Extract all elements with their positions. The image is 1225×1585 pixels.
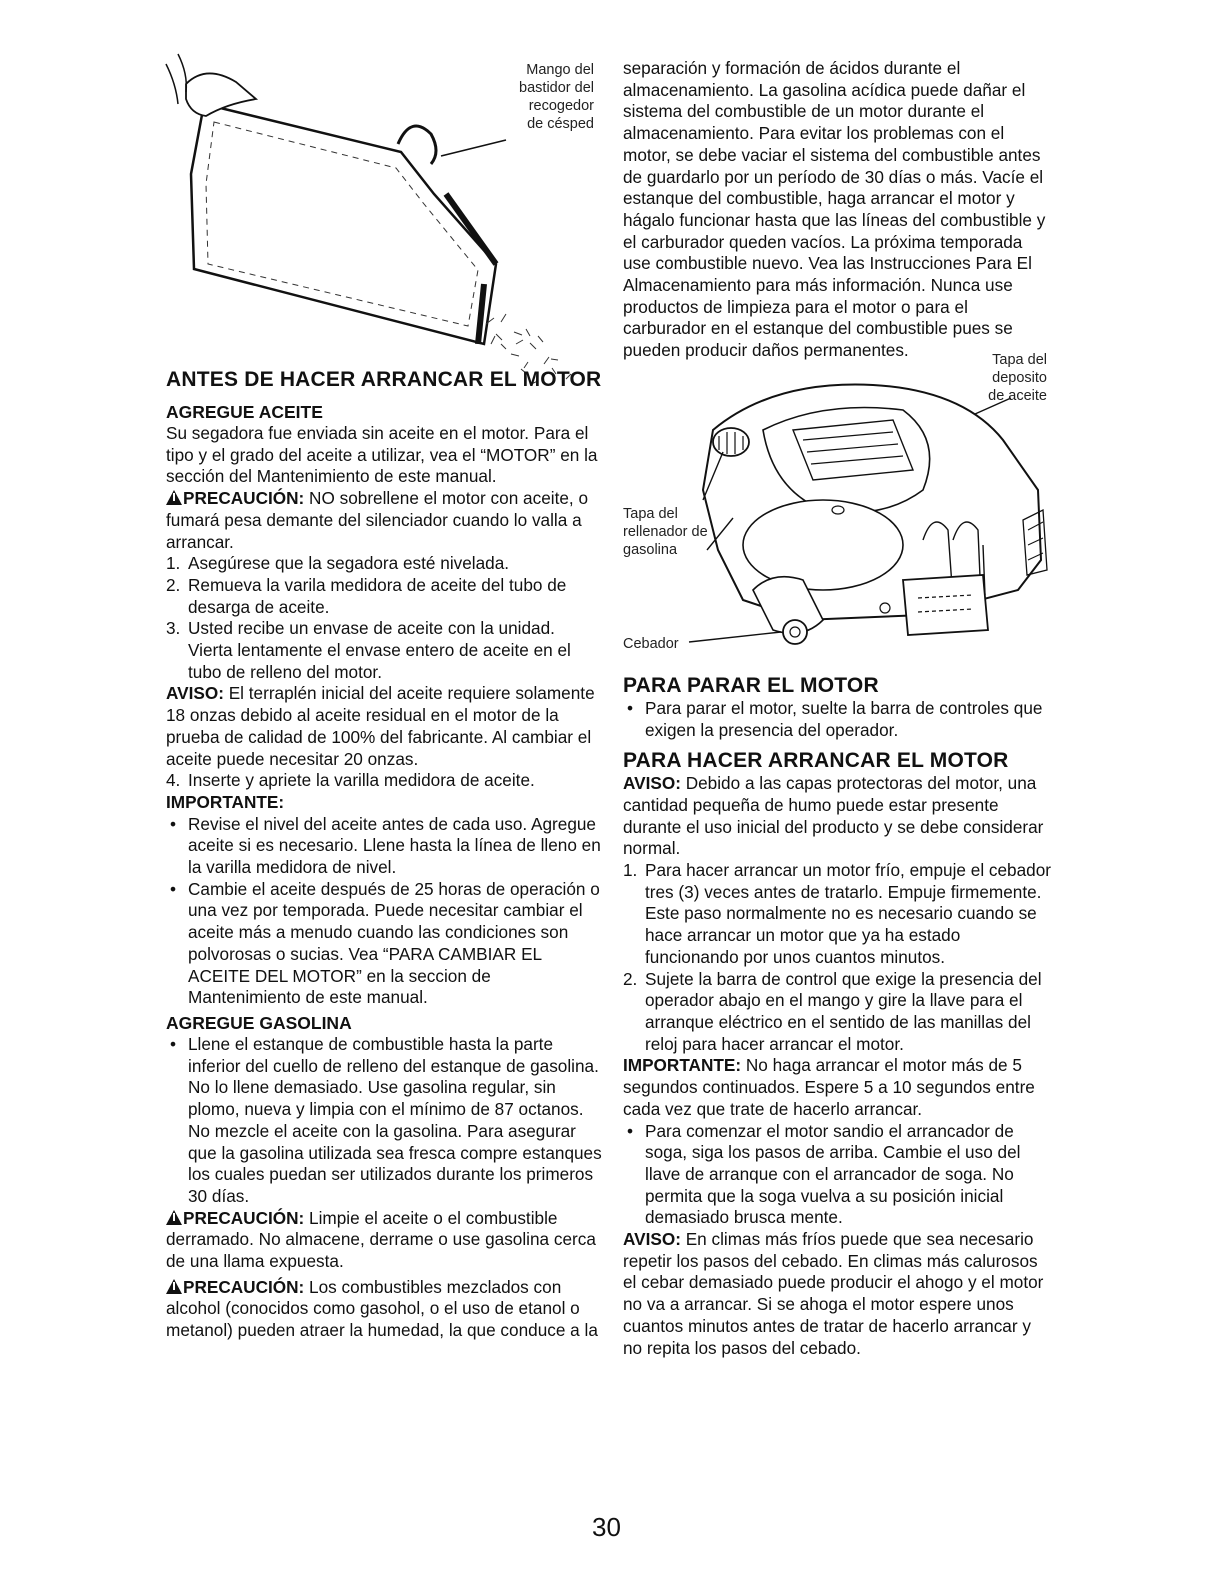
heading-stop-engine: PARA PARAR EL MOTOR <box>623 673 879 697</box>
list-item: 2. Sujete la barra de control que exige la presencia del operador abajo en el mango y gire la llave para el arranque eléctrico en el sentido de las manillas del reloj para hacer arrancar el motor. <box>623 968 1042 1054</box>
engine-illustration <box>623 351 1053 670</box>
label-oil-cap-2: deposito <box>992 369 1047 386</box>
aviso-1: AVISO: Debido a las capas protectoras del motor, una cantidad pequeña de humo puede estar presente durante el uso inicial del producto y se debe considerar normal. <box>623 773 1044 859</box>
caution-1: PRECAUCIÓN: NO sobrellene el motor con aceite, o fumará pesa demante del silenciador cuando lo valla a arrancar. <box>166 488 589 552</box>
label-oil-cap-3: de aceite <box>988 387 1047 404</box>
label-filler-3: gasolina <box>623 541 678 558</box>
list-item: 3. Usted recibe un envase de aceite con la unidad. Vierta lentamente el envase entero de aceite en el tubo de relleno del motor. <box>166 618 571 682</box>
warning-icon <box>166 1210 182 1225</box>
aviso-2: AVISO: En climas más fríos puede que sea necesario repetir los pasos del cebado. En climas más calurosos el cebar demasiado puede producir el ahogo y el motor no va a arrancar. Si se ahoga el motor espere unos cuantos minutos antes de tratar de hacerlo arrancar y no repita los pasos del cebado. <box>623 1229 1044 1358</box>
importante-start: IMPORTANTE: No haga arrancar el motor más de 5 segundos continuados. Espere 5 a 10 segundos entre cada vez que trate de hacerlo arrancar. <box>623 1055 1035 1119</box>
paragraph-oil: Su segadora fue enviada sin aceite en el motor. Para el tipo y el grado del aceite a utilizar, vea el “MOTOR” en la sección del Mantenimiento de este manual. <box>166 423 598 487</box>
start-steps <box>623 860 1053 1055</box>
oil-steps <box>166 553 602 683</box>
list-item: • Para comenzar el motor sandio el arrancador de soga, siga los pasos de arriba. Cambie el uso del llave de arranque con el arrancador de soga. No permita que la soga vuelva a su posición inicial demasiado brusca mente. <box>627 1120 1021 1228</box>
label-filler-1: Tapa del <box>623 505 678 522</box>
label-primer: Cebador <box>623 635 679 652</box>
label-filler-2: rellenador de <box>623 523 708 540</box>
list-item: • Llene el estanque de combustible hasta la parte inferior del cuello de relleno del estanque de gasolina. No lo llene demasiado. Use gasolina regular, sin plomo, nueva y limpia con el mínimo de 87 octanos. No mezcle el aceite con la gasolina. Para asegurar que la gasolina utilizada sea fresca compre estanques los cuales puedan ser utilizados durante los primeros 30 días. <box>170 1033 602 1206</box>
grass-catcher-illustration <box>166 44 602 384</box>
warning-icon <box>166 490 182 505</box>
callout-line-4: de césped <box>527 116 594 132</box>
list-item: • Para parar el motor, suelte la barra de controles que exigen la presencia del operador. <box>627 697 1043 740</box>
aviso-oil: AVISO: El terraplén inicial del aceite requiere solamente 18 onzas debido al aceite residual en el motor de la prueba de calidad de 100% del fabricante. Al cambiar el aceite puede necesitar 20 onzas. <box>166 683 595 769</box>
caution-2: PRECAUCIÓN: Limpie el aceite o el combustible derramado. No almacene, derrame o use gasolina cerca de una llama expuesta. <box>166 1207 596 1272</box>
subheading-add-oil: AGREGUE ACEITE <box>166 402 323 422</box>
warning-icon <box>166 1279 182 1294</box>
callout-line-1: Mango del <box>526 62 594 78</box>
list-item: 2. Remueva la varila medidora de aceite del tubo de desarga de aceite. <box>166 574 567 617</box>
stop-bullets <box>623 698 1053 741</box>
subheading-add-gas: AGREGUE GASOLINA <box>166 1012 352 1033</box>
paragraph-fuel-continued: separación y formación de ácidos durante el almacenamiento. La gasolina acídica puede dañar el sistema del combustible de un motor durante el almacenamiento. Para evitar los problemas con el motor, se debe vaciar el sistema del combustible antes de guardarlo por un período de 30 días o más. Vacíe el estanque del combustible, haga arrancar el motor y hágalo funcionar hasta que las líneas del combustible y el carburador queden vacíos. La próxima temporada use combustible nuevo. Vea las Instrucciones Para El Almacenamiento para más información. Nunca use productos de limpieza para el motor o para el carburador en el estanque del combustible pues se pueden producir daños permanentes. <box>623 58 1046 361</box>
label-oil-cap-1: Tapa del <box>992 351 1047 368</box>
heading-start-engine-right: PARA HACER ARRANCAR EL MOTOR <box>623 749 1009 773</box>
list-item: 1. Asegúrese que la segadora esté nivelada. <box>166 553 510 574</box>
callout-line-2: bastidor del <box>519 80 594 96</box>
page-number: 30 <box>592 1512 621 1542</box>
caution-3: PRECAUCIÓN: Los combustibles mezclados con alcohol (conocidos como gasohol, o el uso de etanol o metanol) pueden atraer la humedad, la que conduce a la <box>166 1276 598 1341</box>
oil-bullets <box>166 814 602 1009</box>
importante-label: IMPORTANTE: <box>166 791 285 812</box>
callout-line-3: recogedor <box>528 98 594 114</box>
list-item: 1. Para hacer arrancar un motor frío, empuje el cebador tres (3) veces antes de tratarlo. Empuje firmemente. Este paso normalmente no es necesario cuando se hace arrancar un motor que ya ha estado funcionando por unos cuantos minutos. <box>623 860 1052 967</box>
right-column <box>623 58 1053 1359</box>
list-item: • Revise el nivel del aceite antes de cada uso. Agregue aceite si es necesario. Llene hasta la línea de lleno en la varilla medidora de nivel. <box>170 813 601 878</box>
heading-start-engine: ANTES DE HACER ARRANCAR EL MOTOR <box>166 368 602 391</box>
list-item: • Cambie el aceite después de 25 horas de operación o una vez por temporada. Puede necesitar cambiar el aceite más a menudo cuando las condiciones son polvorosas o sucias. Vea “PARA CAMBIAR EL ACEITE DEL MOTOR” en la seccion de Mantenimiento de este manual. <box>170 878 600 1008</box>
step-4: 4. Inserte y apriete la varilla medidora de aceite. <box>166 770 535 791</box>
rope-bullets <box>623 1121 1053 1230</box>
gas-bullets <box>166 1034 602 1208</box>
left-column <box>166 0 602 1342</box>
